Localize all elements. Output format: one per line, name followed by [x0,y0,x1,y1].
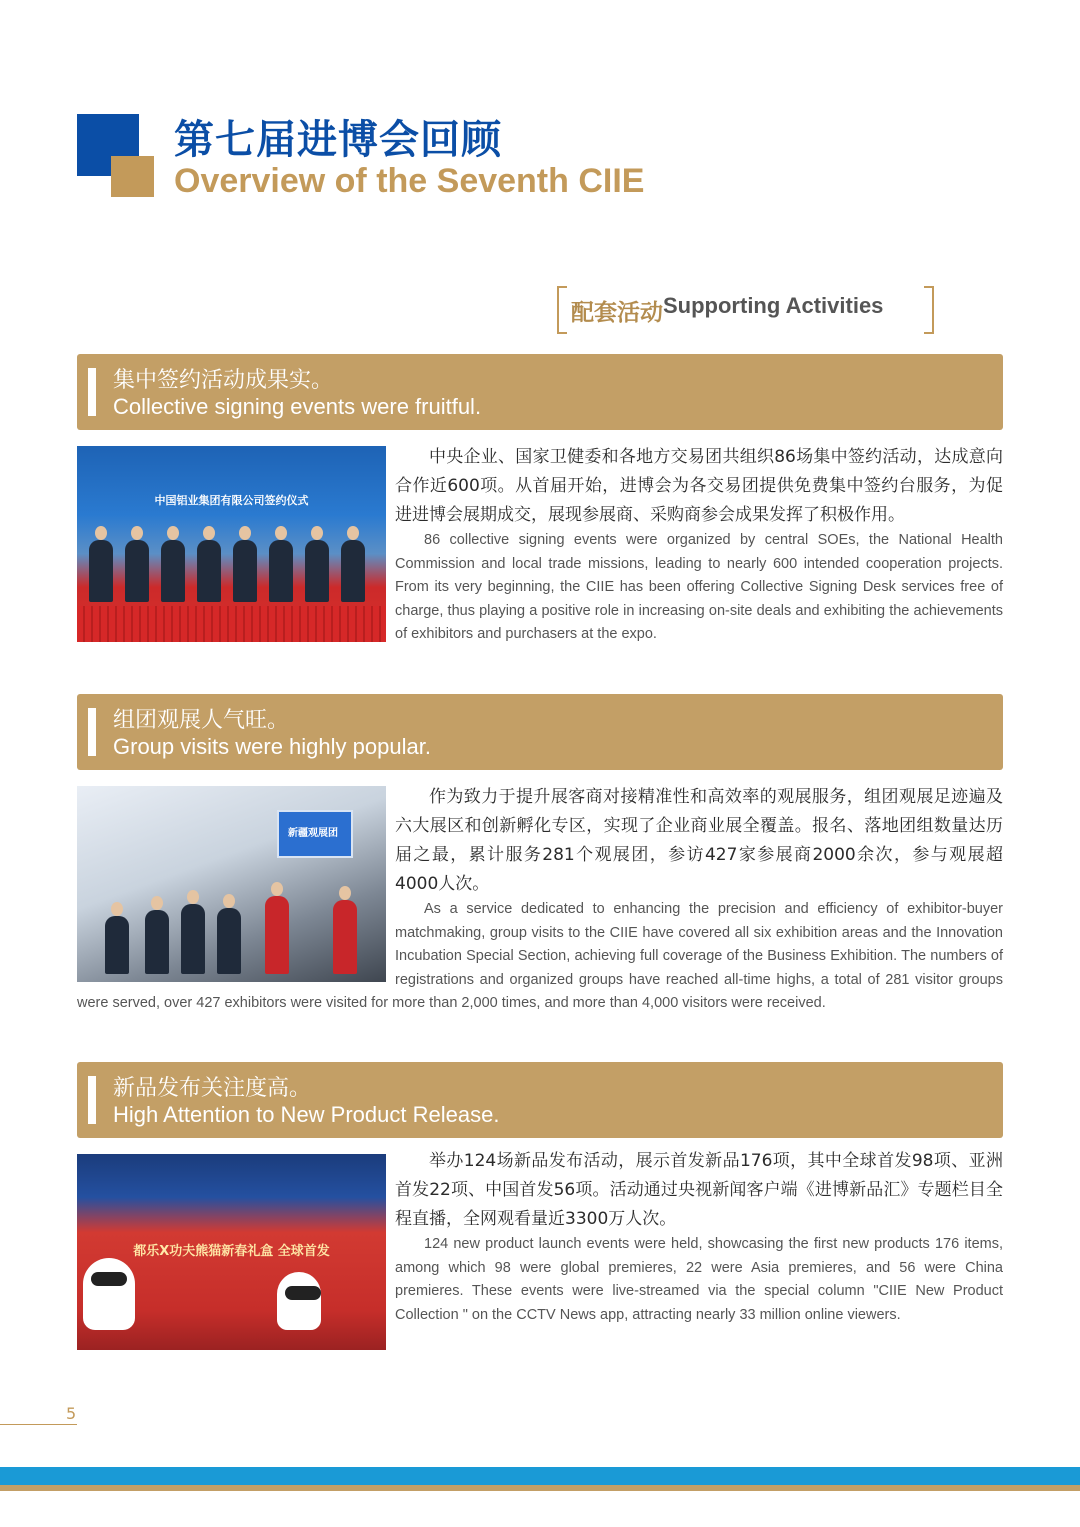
section-header-group-visits [77,694,1003,770]
logo-gold-square [111,156,154,197]
page-number: 5 [66,1404,77,1423]
footer-bar-gold [0,1485,1080,1491]
photo-caption: 都乐X功夫熊猫新春礼盒 全球首发 [133,1244,330,1259]
section-body-en: 124 new product launch events were held, showcasing the first new products 176 items, among which 98 were global premieres, 22 were Asia premieres, and 56 were China premieres. These events were live-streamed via the special column "CIIE New Product Collection " on the CCTV News app, attracting nearly 33 million online viewers. [395,1236,1003,1323]
section-title-en: Collective signing events were fruitful. [113,394,482,419]
photo-red-table [77,606,386,642]
section-bar [88,1076,96,1124]
section-title-cn: 组团观展人气旺。 [113,708,290,733]
section-title-cn: 集中签约活动成果实。 [113,368,334,393]
supporting-en: Supporting Activities [663,293,884,318]
section-title-en: High Attention to New Product Release. [113,1102,500,1127]
photo-people [85,532,378,602]
section-title-en: Group visits were highly popular. [113,734,431,759]
section-bar [88,368,96,416]
section-bar [88,708,96,756]
footer-bar-blue [0,1467,1080,1485]
bracket-left [557,286,567,334]
photo-caption: 新疆观展团 [288,828,338,839]
section-body-en: As a service dedicated to enhancing the precision and efficiency of exhibitor-buyer matchmaking, group visits to the CIIE have covered all six exhibition areas and the Innovation Incubation Special Section, achieving full coverage of the Business Exhibition. The numbers of registrations and organized groups have reached all-time highs, a total of 281 visitor groups were served, over 427 exhibitors were visited for more than 2,000 times, and more than 4,000 visitors were received. [77,901,1003,1012]
page-number-underline [0,1424,77,1425]
section-body-en: 86 collective signing events were organized by central SOEs, the National Health Commission and local trade missions, leading to nearly 600 intended cooperation projects. From its very beginning, the CIIE has been offering Collective Signing Desk services free of charge, thus playing a positive role in increasing on-site deals and exhibiting the achievements of exhibitors and purchasers at the expo. [395,532,1003,643]
section-header-signing [77,354,1003,430]
section-header-new-products [77,1062,1003,1138]
page-title-cn: 第七届进博会回顾 [174,117,502,163]
panda-mascot [277,1272,321,1330]
supporting-cn: 配套活动 [571,300,663,326]
section-body-cn: 举办124场新品发布活动，展示首发新品176项，其中全球首发98项、亚洲首发22项、中国首发56项。活动通过央视新闻客户端《进博新品汇》专题栏目全程直播，全网观看量近3300万人次。 [395,1151,1003,1229]
photo-product-launch [77,1154,386,1350]
section-body-cn: 中央企业、国家卫健委和各地方交易团共组织86场集中签约活动，达成意向合作近600项。从首届开始，进博会为各交易团提供免费集中签约台服务，为促进进博会展期成交，展现参展商、采购商参会成果发挥了积极作用。 [395,447,1003,525]
supporting-activities-label [557,286,934,334]
supporting-activities-text [571,293,884,327]
panda-mascot [83,1258,135,1330]
photo-signing-ceremony [77,446,386,642]
section-body-en-wrap [77,898,1003,1016]
page-title-en: Overview of the Seventh CIIE [174,162,645,200]
photo-caption: 中国铝业集团有限公司签约仪式 [154,494,309,507]
text-wrap-spacer [77,898,395,992]
section-body-cn: 作为致力于提升展客商对接精准性和高效率的观展服务，组团观展足迹遍及六大展区和创新孵化专区，实现了企业商业展全覆盖。报名、落地团组数量达历届之最，累计服务281个观展团，参访427家参展商2000余次，参与观展超4000人次。 [395,787,1003,894]
section-title-cn: 新品发布关注度高。 [113,1076,312,1101]
bracket-right [924,286,934,334]
